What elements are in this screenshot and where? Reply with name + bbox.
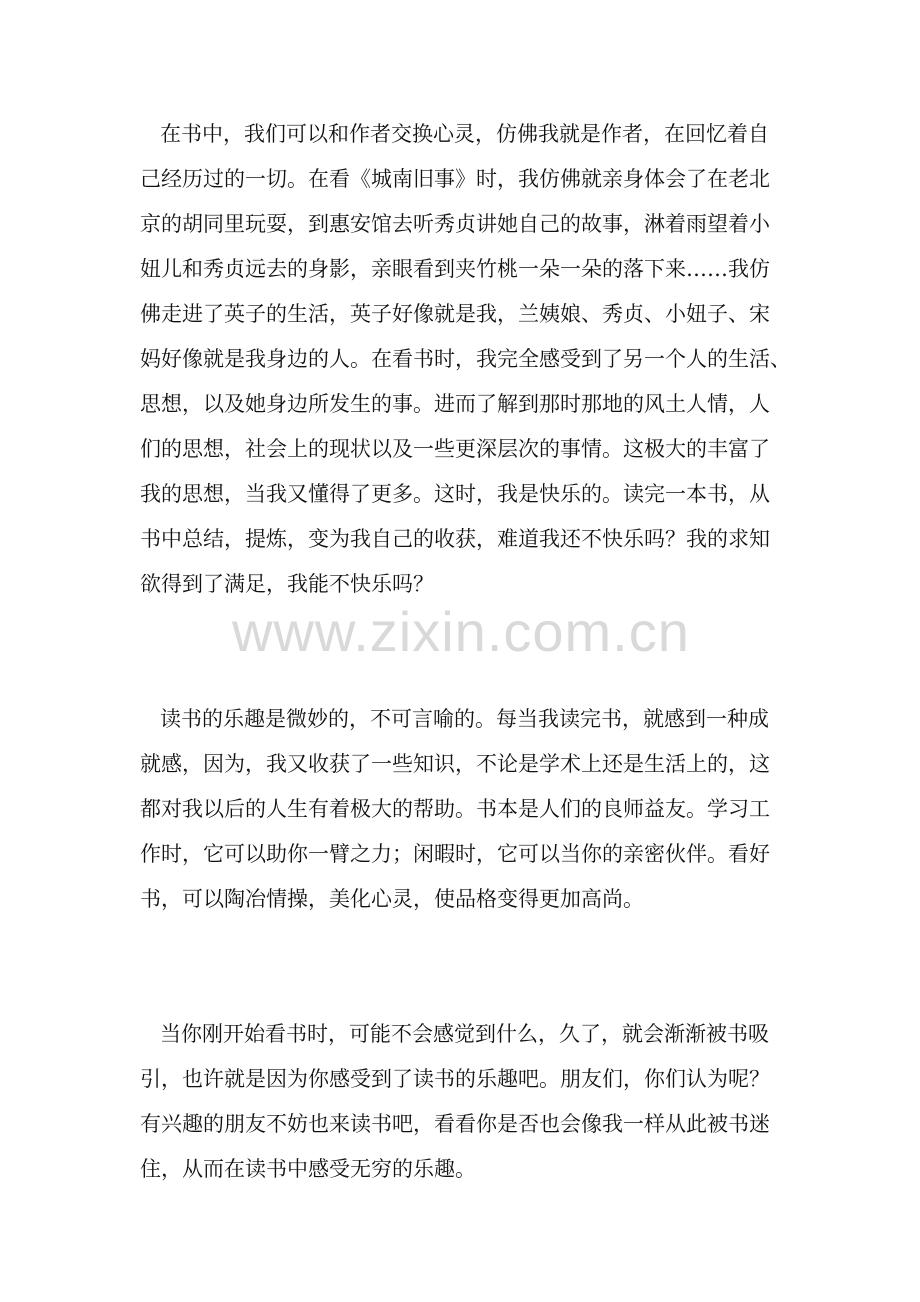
paragraph-line: 都对我以后的人生有着极大的帮助。书本是人们的良师益友。学习工: [140, 797, 770, 821]
paragraph-line: 我的思想，当我又懂得了更多。这时，我是快乐的。读完一本书，从: [140, 482, 770, 506]
paragraph-line: 妞儿和秀贞远去的身影，亲眼看到夹竹桃一朵一朵的落下来……我仿: [140, 257, 770, 281]
watermark-text: www.zixin.com.cn: [232, 600, 690, 663]
paragraph-line: 们的思想，社会上的现状以及一些更深层次的事情。这极大的丰富了: [140, 437, 770, 461]
paragraph-line: 引，也许就是因为你感受到了读书的乐趣吧。朋友们，你们认为呢？: [140, 1067, 770, 1091]
paragraph-line: 读书的乐趣是微妙的，不可言喻的。每当我读完书，就感到一种成: [160, 707, 769, 731]
paragraph-line: 妈好像就是我身边的人。在看书时，我完全感受到了另一个人的生活、: [140, 347, 791, 371]
paragraph-line: 当你刚开始看书时，可能不会感觉到什么，久了，就会渐渐被书吸: [160, 1022, 769, 1046]
paragraph-line: 书中总结，提炼，变为我自己的收获，难道我还不快乐吗？我的求知: [140, 527, 770, 551]
paragraph-line: 有兴趣的朋友不妨也来读书吧，看看你是否也会像我一样从此被书迷: [140, 1112, 770, 1136]
paragraph-line: 作时，它可以助你一臂之力；闲暇时，它可以当你的亲密伙伴。看好: [140, 842, 770, 866]
paragraph-line: 欲得到了满足，我能不快乐吗？: [140, 572, 434, 596]
paragraph-line: 就感，因为，我又收获了一些知识，不论是学术上还是生活上的，这: [140, 752, 770, 776]
paragraph-line: 京的胡同里玩耍，到惠安馆去听秀贞讲她自己的故事，淋着雨望着小: [140, 212, 770, 236]
paragraph-line: 在书中，我们可以和作者交换心灵，仿佛我就是作者，在回忆着自: [160, 122, 769, 146]
paragraph-line: 住，从而在读书中感受无穷的乐趣。: [140, 1157, 476, 1181]
paragraph-line: 佛走进了英子的生活，英子好像就是我，兰姨娘、秀贞、小妞子、宋: [140, 302, 770, 326]
paragraph-line: 己经历过的一切。在看《城南旧事》时，我仿佛就亲身体会了在老北: [140, 167, 770, 191]
paragraph-line: 思想，以及她身边所发生的事。进而了解到那时那地的风土人情，人: [140, 392, 770, 416]
paragraph-line: 书，可以陶冶情操，美化心灵，使品格变得更加高尚。: [140, 887, 644, 911]
